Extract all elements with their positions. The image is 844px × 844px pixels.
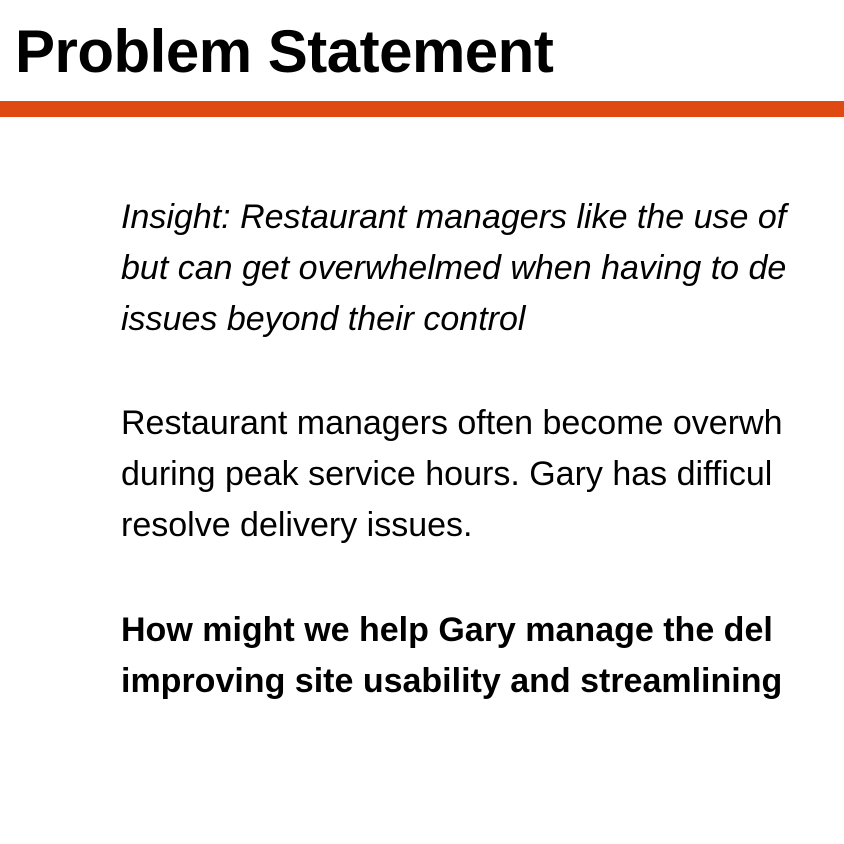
problem-line: during peak service hours. Gary has difficul: [121, 455, 773, 493]
insight-line: Insight: Restaurant managers like the use of: [121, 198, 787, 236]
insight-line: but can get overwhelmed when having to de: [121, 249, 787, 287]
problem-paragraph: [121, 398, 782, 551]
insight-line: issues beyond their control: [121, 300, 526, 338]
problem-line: resolve delivery issues.: [121, 506, 473, 544]
how-might-we-line: improving site usability and streamlining: [121, 662, 783, 700]
page-title: Problem Statement: [15, 18, 554, 85]
how-might-we-line: How might we help Gary manage the del: [121, 611, 773, 649]
title-divider: [0, 101, 844, 117]
insight-paragraph: [121, 192, 786, 345]
how-might-we-paragraph: [121, 605, 782, 707]
problem-line: Restaurant managers often become overwh: [121, 404, 783, 442]
